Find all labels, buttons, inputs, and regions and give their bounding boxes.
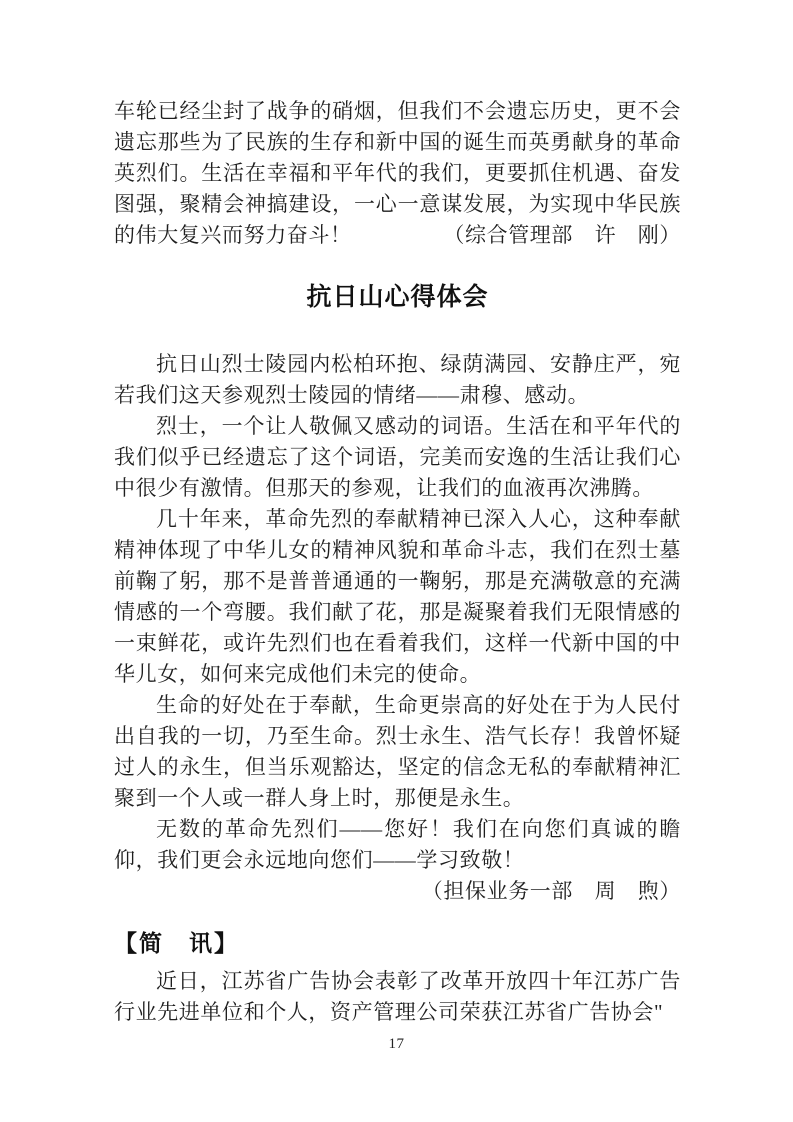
page-number: 17 [388, 1036, 405, 1052]
briefs-heading: 【简 讯】 [114, 931, 239, 956]
page-content [114, 96, 681, 1028]
article-paragraph: 无数的革命先烈们——您好！我们在向您们真诚的瞻仰，我们更会永远地向您们——学习致敬！ [114, 817, 681, 872]
article-paragraph: 烈士，一个让人敬佩又感动的词语。生活在和平年代的我们似乎已经遗忘了这个词语，完美而安逸的生活让我们心中很少有激情。但那天的参观，让我们的血液再次沸腾。 [114, 414, 681, 500]
briefs-paragraph: 近日，江苏省广告协会表彰了改革开放四十年江苏广告行业先进单位和个人，资产管理公司荣获江苏省广告协会" [114, 969, 681, 1024]
article-paragraph: 抗日山烈士陵园内松柏环抱、绿荫满园、安静庄严，宛若我们这天参观烈士陵园的情绪——肃穆、感动。 [114, 352, 681, 407]
article-paragraph: 生命的好处在于奉献，生命更崇高的好处在于为人民付出自我的一切，乃至生命。烈士永生、浩气长存！我曾怀疑过人的永生，但当乐观豁达，坚定的信念无私的奉献精神汇聚到一个人或一群人身上时，那便是永生。 [114, 693, 681, 810]
article-signature: （担保业务一部 周 煦） [421, 879, 681, 903]
intro-signature: （综合管理部 许 刚） [443, 223, 681, 247]
article-title: 抗日山心得体会 [306, 283, 489, 311]
article-paragraph: 几十年来，革命先烈的奉献精神已深入人心，这种奉献精神体现了中华儿女的精神风貌和革命斗志，我们在烈士墓前鞠了躬，那不是普普通通的一鞠躬，那是充满敬意的充满情感的一个弯腰。我们献了花，那是凝聚着我们无限情感的一束鲜花，或许先烈们也在看着我们，这样一代新中国的中华儿女，如何来完成他们未完的使命。 [114, 507, 681, 686]
intro-paragraph: 车轮已经尘封了战争的硝烟，但我们不会遗忘历史，更不会遗忘那些为了民族的生存和新中国的诞生而英勇献身的革命英烈们。生活在幸福和平年代的我们，更要抓住机遇、奋发图强，聚精会神搞建设，一心一意谋发展，为实现中华民族的伟大复兴而努力奋斗！ [114, 99, 681, 247]
